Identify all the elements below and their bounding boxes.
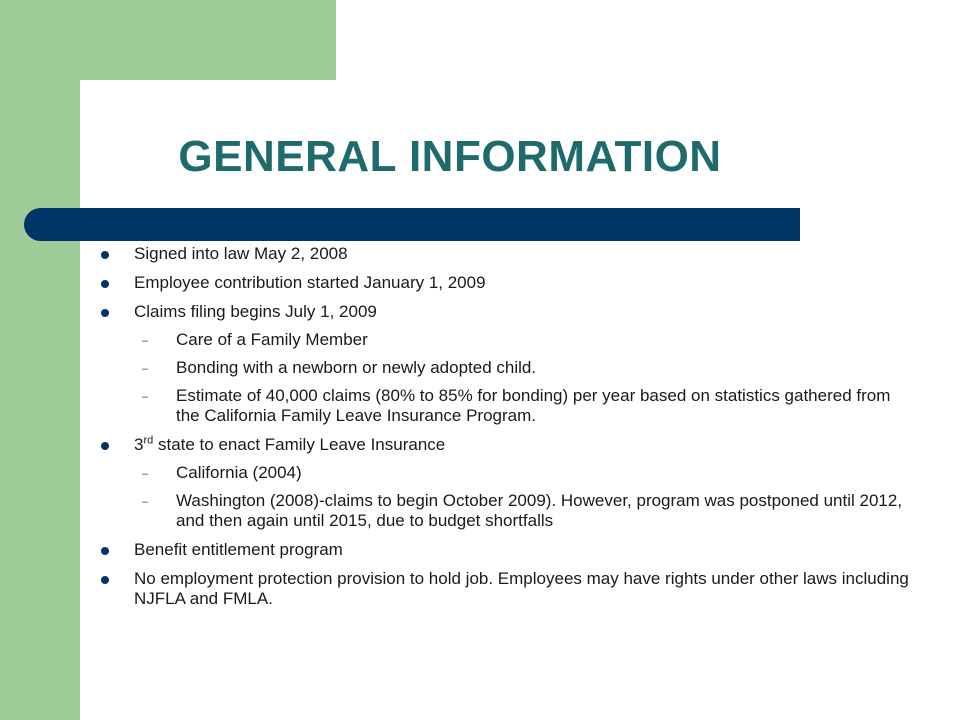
bullet-text-prefix: 3: [134, 435, 144, 454]
dash-marker-icon: –: [142, 391, 149, 403]
decorative-rounded-corner: [80, 80, 120, 120]
bullet-item: [98, 244, 918, 264]
bullet-text: No employment protection provision to hold job. Employees may have rights under other laws including NJFLA and FMLA.: [134, 569, 909, 608]
sub-item-text: Bonding with a newborn or newly adopted child.: [176, 358, 537, 377]
sub-item-text: Estimate of 40,000 claims (80% to 85% for bonding) per year based on statistics gathered from the California Family Leave Insurance Program.: [176, 386, 891, 425]
bullet-item: [98, 569, 918, 609]
sub-item: [134, 463, 918, 483]
decorative-green-header-block: [0, 0, 336, 80]
slide-title: GENERAL INFORMATION: [178, 132, 722, 181]
bullet-dot-icon: [101, 251, 109, 259]
bullet-text: state to enact Family Leave Insurance: [153, 435, 446, 454]
sub-item: [134, 491, 918, 531]
dash-marker-icon: –: [142, 496, 149, 508]
bullet-item: [98, 273, 918, 293]
sub-item-text: Washington (2008)-claims to begin October 2009). However, program was postponed until 2012, and then again until 2015, due to budget shortfalls: [176, 491, 903, 530]
dash-marker-icon: –: [142, 335, 149, 347]
bullet-dot-icon: [101, 576, 109, 584]
bullet-dot-icon: [101, 309, 109, 317]
dash-marker-icon: –: [142, 363, 149, 375]
bullet-text: Claims filing begins July 1, 2009: [134, 302, 377, 321]
sub-item: [134, 358, 918, 378]
bullet-item: [98, 302, 918, 426]
sub-list: [134, 463, 918, 531]
sub-item-text: California (2004): [176, 463, 302, 482]
bullet-text: Employee contribution started January 1, 2009: [134, 273, 486, 292]
title-underline-bar: [24, 208, 800, 241]
bullet-item: [98, 435, 918, 531]
bullet-item: [98, 540, 918, 560]
sub-item-text: Care of a Family Member: [176, 330, 368, 349]
bullet-list: [98, 244, 918, 609]
decorative-green-sidebar: [0, 0, 80, 720]
bullet-text: Benefit entitlement program: [134, 540, 343, 559]
sub-list: [134, 330, 918, 426]
bullet-dot-icon: [101, 547, 109, 555]
bullet-dot-icon: [101, 280, 109, 288]
sub-item: [134, 330, 918, 350]
dash-marker-icon: –: [142, 468, 149, 480]
ordinal-superscript: rd: [143, 434, 154, 447]
sub-item: [134, 386, 918, 426]
bullet-dot-icon: [101, 442, 109, 450]
bullet-text: Signed into law May 2, 2008: [134, 244, 348, 263]
